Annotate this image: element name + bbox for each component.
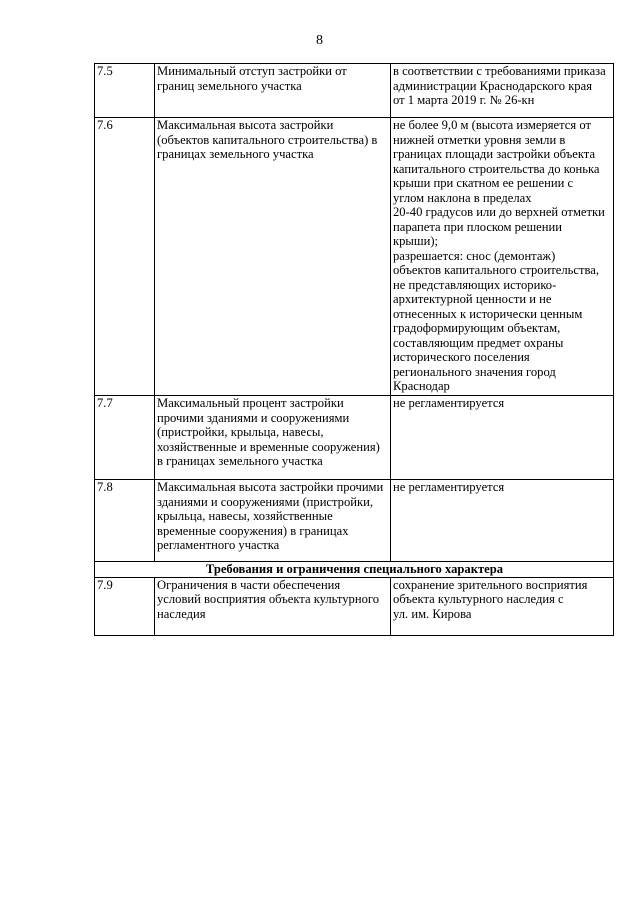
row-number: 7.6	[95, 118, 155, 396]
parameter-name: Максимальный процент застройки прочими зданиями и сооружениями (пристройки, крыльца, навесы, хозяйственные и временные сооружения) в границах земельного участка	[155, 396, 391, 480]
parameter-name: Ограничения в части обеспечения условий восприятия объекта культурного наследия	[155, 577, 391, 635]
parameter-value: в соответствии с требованиями приказа администрации Краснодарского края от 1 марта 2019 г. № 26-кн	[391, 64, 614, 118]
parameter-name: Минимальный отступ застройки от границ земельного участка	[155, 64, 391, 118]
parameter-value: не более 9,0 м (высота измеряется от нижней отметки уровня земли в границах площади застройки объекта капитального строительства до конька крыши при скатном ее решении с углом наклона в пределах 20-40 градусов или до верхней отметки парапета при плоском решении крыши); разрешается: снос (демонтаж) объектов капитального строительства, не представляющих историко- архитектурной ценности и не отнесенных к исторически ценным градоформирующим объектам, составляющим предмет охраны исторического поселения регионального значения город Краснодар	[391, 118, 614, 396]
regulations-table-body	[95, 64, 614, 636]
page-number: 8	[316, 33, 323, 48]
row-number: 7.8	[95, 480, 155, 562]
parameter-name: Максимальная высота застройки прочими зданиями и сооружениями (пристройки, крыльца, навесы, хозяйственные временные сооружения) в границах регламентного участка	[155, 480, 391, 562]
parameter-value: не регламентируется	[391, 396, 614, 480]
table-row	[95, 118, 614, 396]
section-header-row	[95, 562, 614, 578]
parameter-name: Максимальная высота застройки (объектов капитального строительства) в границах земельного участка	[155, 118, 391, 396]
table-row	[95, 577, 614, 635]
row-number: 7.5	[95, 64, 155, 118]
section-title: Требования и ограничения специального характера	[95, 562, 614, 578]
parameter-value: не регламентируется	[391, 480, 614, 562]
table-row	[95, 64, 614, 118]
row-number: 7.7	[95, 396, 155, 480]
regulations-table	[94, 63, 614, 636]
table-row	[95, 480, 614, 562]
parameter-value: сохранение зрительного восприятия объекта культурного наследия с ул. им. Кирова	[391, 577, 614, 635]
table-row	[95, 396, 614, 480]
row-number: 7.9	[95, 577, 155, 635]
